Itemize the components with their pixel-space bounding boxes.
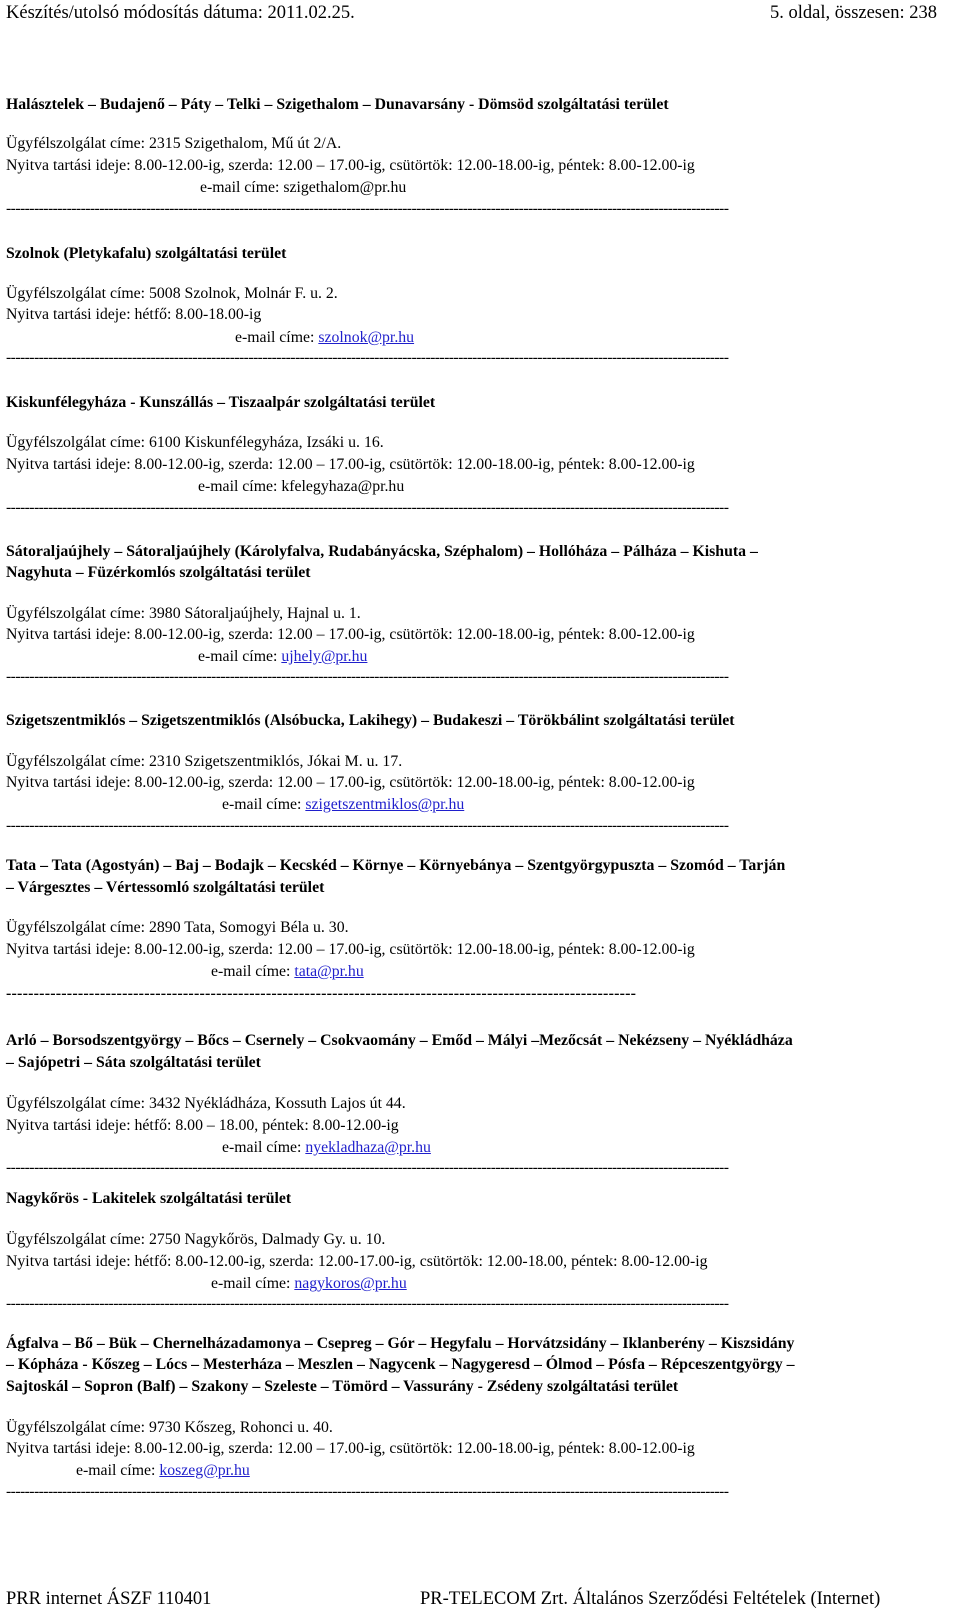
section-title: Tata – Tata (Agostyán) – Baj – Bodajk – Kecskéd – Környe – Környebánya – Szentgyörgypuszta – Szomód – Tarján [6,857,786,874]
separator: ----------------------------------------------------------------------------------------------------------------------------------------------------------- [6,818,729,834]
section-title: Sátoraljaújhely – Sátoraljaújhely (Károlyfalva, Rudabányácska, Széphalom) – Hollóháza – Pálháza – Kishuta – [6,543,758,560]
footer-left: PRR internet ÁSZF 110401 [6,1589,212,1609]
email-link[interactable]: tata@pr.hu [294,963,364,980]
section-hours: Nyitva tartási ideje: 8.00-12.00-ig, szerda: 12.00 – 17.00-ig, csütörtök: 12.00-18.00-ig, péntek: 8.00-12.00-ig [6,456,695,473]
section-email-row [198,649,367,665]
section-title: – Sajópetri – Sáta szolgáltatási terület [6,1054,261,1071]
section-title: Szolnok (Pletykafalu) szolgáltatási terület [6,245,287,262]
email-label: e-mail címe: [198,478,282,495]
section-hours: Nyitva tartási ideje: hétfő: 8.00 – 18.00, péntek: 8.00-12.00-ig [6,1117,399,1134]
section-title: Arló – Borsodszentgyörgy – Bőcs – Csernely – Csokvaomány – Emőd – Mályi –Mezőcsát – Nekézseny – Nyékládháza [6,1032,793,1049]
email-label: e-mail címe: [235,329,319,346]
section-email-row [211,964,364,980]
section-email-row [235,330,414,346]
section-address: Ügyfélszolgálat címe: 6100 Kiskunfélegyháza, Izsáki u. 16. [6,434,384,451]
section-address: Ügyfélszolgálat címe: 2750 Nagykőrös, Dalmady Gy. u. 10. [6,1231,386,1248]
section-title: Halásztelek – Budajenő – Páty – Telki – Szigethalom – Dunavarsány - Dömsöd szolgáltatási terület [6,96,669,113]
email-link[interactable]: koszeg@pr.hu [159,1462,250,1479]
section-hours: Nyitva tartási ideje: 8.00-12.00-ig, szerda: 12.00 – 17.00-ig, csütörtök: 12.00-18.00-ig, péntek: 8.00-12.00-ig [6,941,695,958]
section-title: Ágfalva – Bő – Bük – Chernelházadamonya – Csepreg – Gór – Hegyfalu – Horvátzsidány – Iklanberény – Kiszsidány [6,1335,795,1352]
email-text: kfelegyhaza@pr.hu [281,478,405,495]
section-hours: Nyitva tartási ideje: 8.00-12.00-ig, szerda: 12.00 – 17.00-ig, csütörtök: 12.00-18.00-ig, péntek: 8.00-12.00-ig [6,157,695,174]
section-hours: Nyitva tartási ideje: hétfő: 8.00-18.00-ig [6,306,262,323]
section-address: Ügyfélszolgálat címe: 2310 Szigetszentmiklós, Jókai M. u. 17. [6,753,403,770]
section-title: Nagykőrös - Lakitelek szolgáltatási terület [6,1190,292,1207]
email-label: e-mail címe: [211,1275,295,1292]
section-address: Ügyfélszolgálat címe: 2890 Tata, Somogyi Béla u. 30. [6,919,349,936]
email-label: e-mail címe: [222,1139,306,1156]
email-link[interactable]: szigetszentmiklos@pr.hu [305,796,465,813]
section-hours: Nyitva tartási ideje: 8.00-12.00-ig, szerda: 12.00 – 17.00-ig, csütörtök: 12.00-18.00-ig, péntek: 8.00-12.00-ig [6,1440,695,1457]
header-page-number: 5. oldal, összesen: 238 [770,3,937,23]
email-label: e-mail címe: [198,648,282,665]
section-title: Nagyhuta – Füzérkomlós szolgáltatási terület [6,564,311,581]
separator-bold: ------------------------------------------------------------------------------------------------------------------ [6,986,637,1002]
separator: ----------------------------------------------------------------------------------------------------------------------------------------------------------- [6,350,729,366]
section-email-row [200,180,406,196]
section-hours: Nyitva tartási ideje: 8.00-12.00-ig, szerda: 12.00 – 17.00-ig, csütörtök: 12.00-18.00-ig, péntek: 8.00-12.00-ig [6,626,695,643]
section-address: Ügyfélszolgálat címe: 3980 Sátoraljaújhely, Hajnal u. 1. [6,605,361,622]
email-label: e-mail címe: [200,179,284,196]
section-address: Ügyfélszolgálat címe: 5008 Szolnok, Molnár F. u. 2. [6,285,338,302]
section-address: Ügyfélszolgálat címe: 2315 Szigethalom, Mű út 2/A. [6,135,342,152]
separator: ----------------------------------------------------------------------------------------------------------------------------------------------------------- [6,201,729,217]
email-link[interactable]: szolnok@pr.hu [318,329,415,346]
section-hours: Nyitva tartási ideje: hétfő: 8.00-12.00-ig, szerda: 12.00-17.00-ig, csütörtök: 12.00-18.00, péntek: 8.00-12.00-ig [6,1253,708,1270]
email-link[interactable]: ujhely@pr.hu [281,648,368,665]
email-link[interactable]: nyekladhaza@pr.hu [305,1139,431,1156]
section-email-row [222,1140,431,1156]
footer-right: PR-TELECOM Zrt. Általános Szerződési Feltételek (Internet) [420,1589,881,1609]
email-label: e-mail címe: [211,963,295,980]
email-text: szigethalom@pr.hu [283,179,407,196]
separator: ----------------------------------------------------------------------------------------------------------------------------------------------------------- [6,669,729,685]
email-label: e-mail címe: [222,796,306,813]
section-title: Szigetszentmiklós – Szigetszentmiklós (Alsóbucka, Lakihegy) – Budakeszi – Törökbálint szolgáltatási terület [6,712,735,729]
email-link[interactable]: nagykoros@pr.hu [294,1275,407,1292]
section-title: Kiskunfélegyháza - Kunszállás – Tiszaalpár szolgáltatási terület [6,394,436,411]
section-email-row [211,1276,407,1292]
section-title: Sajtoskál – Sopron (Balf) – Szakony – Szeleste – Tömörd – Vassurány - Zsédeny szolgáltatási terület [6,1378,679,1395]
separator: ----------------------------------------------------------------------------------------------------------------------------------------------------------- [6,1296,729,1312]
section-title: – Kópháza - Kőszeg – Lócs – Mesterháza – Meszlen – Nagycenk – Nagygeresd – Ólmod – Pósfa – Répceszentgyörgy – [6,1356,795,1373]
section-email-row [198,479,404,495]
section-title: – Várgesztes – Vértessomló szolgáltatási terület [6,879,325,896]
separator: ----------------------------------------------------------------------------------------------------------------------------------------------------------- [6,1484,729,1500]
section-address: Ügyfélszolgálat címe: 3432 Nyékládháza, Kossuth Lajos út 44. [6,1095,406,1112]
section-email-row [76,1463,250,1479]
section-email-row [222,797,464,813]
section-address: Ügyfélszolgálat címe: 9730 Kőszeg, Rohonci u. 40. [6,1419,333,1436]
separator: ----------------------------------------------------------------------------------------------------------------------------------------------------------- [6,1160,729,1176]
separator: ----------------------------------------------------------------------------------------------------------------------------------------------------------- [6,500,729,516]
email-label: e-mail címe: [76,1462,160,1479]
header-date: Készítés/utolsó módosítás dátuma: 2011.02.25. [6,3,355,23]
section-hours: Nyitva tartási ideje: 8.00-12.00-ig, szerda: 12.00 – 17.00-ig, csütörtök: 12.00-18.00-ig, péntek: 8.00-12.00-ig [6,774,695,791]
